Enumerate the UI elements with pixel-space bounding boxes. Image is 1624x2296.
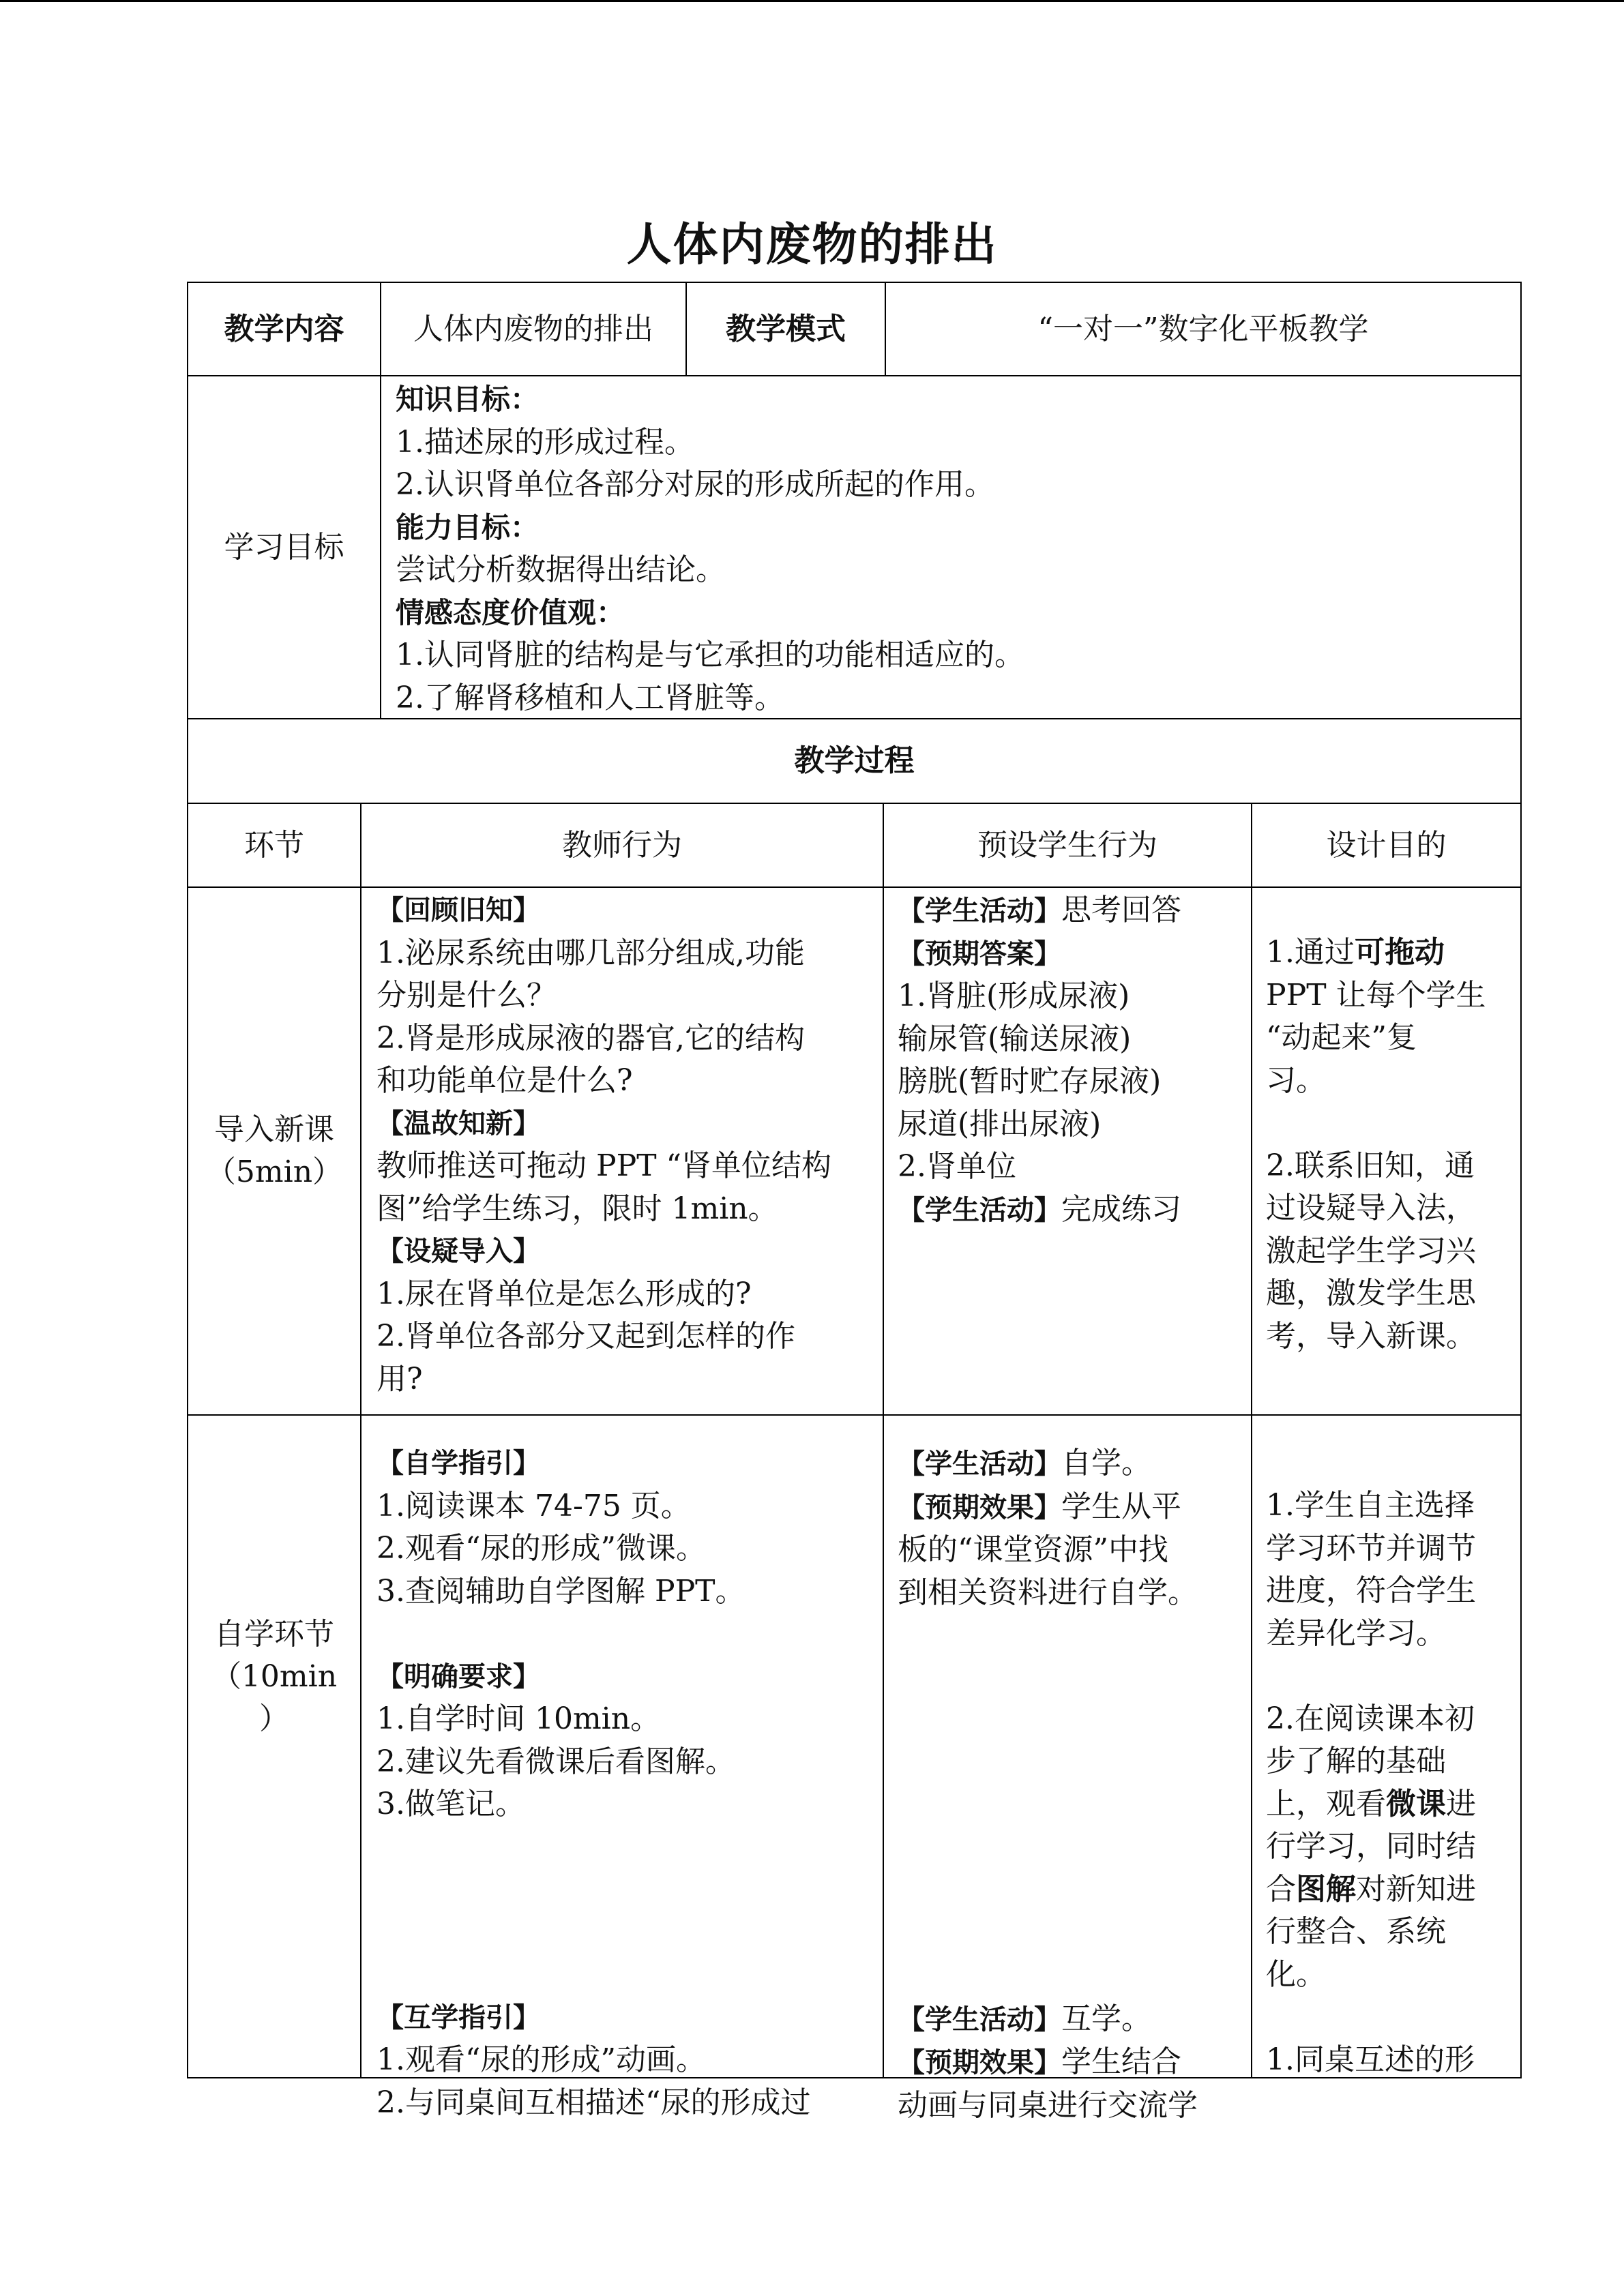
text-line: 完成练习 [1061, 1191, 1181, 1227]
text-line: 进 [1446, 1786, 1476, 1821]
text-line: 步了解的基础 [1266, 1744, 1446, 1778]
text-line: 动画与同桌进行交流学 [898, 2087, 1198, 2123]
mode-label: 教学模式 [726, 311, 846, 346]
rule [1251, 803, 1252, 2078]
section-tag: 【学生活动】 [898, 1448, 1061, 1480]
text-line: 上，观看 [1266, 1786, 1386, 1821]
text-line: 到相关资料进行自学。 [898, 1575, 1198, 1610]
text-line: 学生从平 [1061, 1489, 1181, 1524]
text-line: 学习环节并调节 [1266, 1530, 1476, 1566]
emphasis: 图解 [1296, 1871, 1356, 1907]
text-line: 行整合、系统 [1266, 1914, 1446, 1949]
stage-name: 导入新课 [214, 1112, 334, 1147]
column-header-student: 预设学生行为 [977, 827, 1157, 863]
emphasis: 可拖动 [1354, 935, 1445, 970]
mode-value: “一对一”数字化平板教学 [1037, 311, 1369, 346]
text-line: 和功能单位是什么? [377, 1063, 633, 1098]
text-line: 激起学生学习兴 [1266, 1233, 1476, 1268]
rule [187, 886, 1522, 888]
rule [187, 1414, 1522, 1416]
ability-item: 尝试分析数据得出结论。 [396, 552, 726, 587]
text-line: 2.肾单位各部分又起到怎样的作 [377, 1319, 795, 1354]
rule [187, 375, 1522, 376]
text-line: 尿道(排出尿液) [898, 1106, 1102, 1142]
text-line: 思考回答 [1061, 893, 1181, 927]
knowledge-item: 2.认识肾单位各部分对尿的形成所起的作用。 [396, 467, 994, 502]
text-line: 用? [377, 1361, 423, 1397]
content-label: 教学内容 [224, 311, 344, 346]
section-tag: 【回顾旧知】 [377, 895, 540, 926]
stage-duration: （5min） [205, 1154, 343, 1189]
stage-duration-close: ） [259, 1701, 289, 1736]
knowledge-heading: 知识目标： [396, 383, 540, 416]
text-line: 习。 [1266, 1062, 1326, 1098]
text-line: 输尿管(输送尿液) [898, 1021, 1132, 1056]
emotion-item: 2.了解肾移植和人工肾脏等。 [396, 680, 784, 715]
text-line: 化。 [1266, 1956, 1326, 1992]
student-cell [898, 1442, 1198, 2127]
text-line: 过设疑导入法， [1266, 1191, 1476, 1225]
section-tag: 【明确要求】 [377, 1660, 540, 1693]
text-line: PPT 让每个学生 [1266, 977, 1486, 1013]
text-line: 行学习，同时结 [1266, 1829, 1476, 1864]
section-tag: 【设疑导入】 [377, 1236, 540, 1267]
stage-cell [188, 888, 360, 1414]
text-line: 分别是什么？ [377, 978, 557, 1013]
text-line: 2.肾单位 [898, 1149, 1016, 1184]
text-line: 互学。 [1061, 2001, 1151, 2036]
text-line: 学生结合 [1061, 2044, 1181, 2079]
section-tag: 【温故知新】 [377, 1107, 540, 1139]
column-header-stage: 环节 [244, 827, 304, 863]
text-line: 1.通过 [1266, 935, 1355, 970]
section-tag: 【互学指引】 [377, 2001, 540, 2033]
teacher-cell [377, 1442, 810, 2124]
text-line: 1.同桌互述的形 [1266, 2042, 1475, 2077]
text-line: 对新知进 [1356, 1871, 1476, 1907]
rule [360, 803, 361, 2078]
objectives-label: 学习目标 [224, 529, 344, 565]
text-line: 自学。 [1061, 1446, 1151, 1480]
text-line: 趣，激发学生思 [1266, 1276, 1476, 1311]
ability-heading: 能力目标： [396, 510, 540, 544]
content-value: 人体内废物的排出 [413, 311, 653, 346]
text-line: 1.泌尿系统由哪几部分组成,功能 [377, 935, 805, 970]
text-line: 1.尿在肾单位是怎么形成的? [377, 1276, 752, 1311]
text-line: 1.自学时间 10min。 [377, 1701, 661, 1736]
text-line: 1.学生自主选择 [1266, 1488, 1475, 1523]
stage-name: 自学环节 [214, 1617, 334, 1652]
text-line: 3.做笔记。 [377, 1787, 525, 1821]
stage-cell [188, 1416, 360, 2077]
column-header-purpose: 设计目的 [1326, 827, 1447, 863]
text-line: 膀胱(暂时贮存尿液) [898, 1064, 1162, 1099]
objectives-content [396, 378, 1024, 719]
text-line: 差异化学习。 [1266, 1615, 1446, 1651]
process-title: 教学过程 [794, 743, 915, 778]
text-line: 2.与同桌间互相描述“尿的形成过 [377, 2085, 811, 2120]
text-line: 考，导入新课。 [1266, 1318, 1476, 1354]
section-tag: 【自学指引】 [377, 1448, 540, 1479]
text-line: 进度，符合学生 [1266, 1573, 1476, 1608]
teacher-cell [377, 889, 831, 1401]
emotion-heading: 情感态度价值观： [396, 595, 625, 629]
purpose-cell [1266, 931, 1486, 1358]
text-line: “动起来”复 [1266, 1020, 1417, 1055]
text-line: 2.在阅读课本初 [1266, 1701, 1475, 1736]
section-tag: 【学生活动】 [898, 1194, 1061, 1226]
text-line: 2.肾是形成尿液的器官,它的结构 [377, 1020, 805, 1056]
text-line: 1.肾脏(形成尿液) [898, 979, 1130, 1013]
section-tag: 【预期效果】 [898, 1491, 1061, 1523]
rule [883, 803, 884, 2078]
text-line: 3.查阅辅助自学图解 PPT。 [377, 1573, 745, 1609]
text-line: 合 [1266, 1871, 1296, 1907]
column-header-teacher: 教师行为 [562, 827, 682, 863]
text-line: 2.联系旧知，通 [1266, 1148, 1475, 1183]
stage-duration: （10min [211, 1659, 338, 1694]
emotion-item: 1.认同肾脏的结构是与它承担的功能相适应的。 [396, 638, 1024, 672]
text-line: 板的“课堂资源”中找 [898, 1532, 1168, 1567]
page-top-rule [0, 0, 1624, 2]
section-tag: 【学生活动】 [898, 895, 1061, 927]
knowledge-item: 1.描述尿的形成过程。 [396, 424, 694, 460]
section-tag: 【学生活动】 [898, 2003, 1061, 2036]
text-line: 2.建议先看微课后看图解。 [377, 1744, 735, 1779]
text-line: 1.阅读课本 74-75 页。 [377, 1488, 691, 1523]
text-line: 2.观看“尿的形成”微课。 [377, 1531, 706, 1566]
section-tag: 【预期答案】 [898, 938, 1061, 970]
emphasis: 微课 [1386, 1786, 1446, 1821]
student-cell [898, 889, 1181, 1232]
text-line: 图”给学生练习，限时 1min。 [377, 1191, 778, 1226]
text-line: 教师推送可拖动 PPT “肾单位结构 [377, 1148, 832, 1183]
section-tag: 【预期效果】 [898, 2047, 1061, 2078]
text-line: 1.观看“尿的形成”动画。 [377, 2042, 706, 2077]
document-title: 人体内废物的排出 [626, 218, 998, 271]
purpose-cell [1266, 1485, 1476, 2081]
